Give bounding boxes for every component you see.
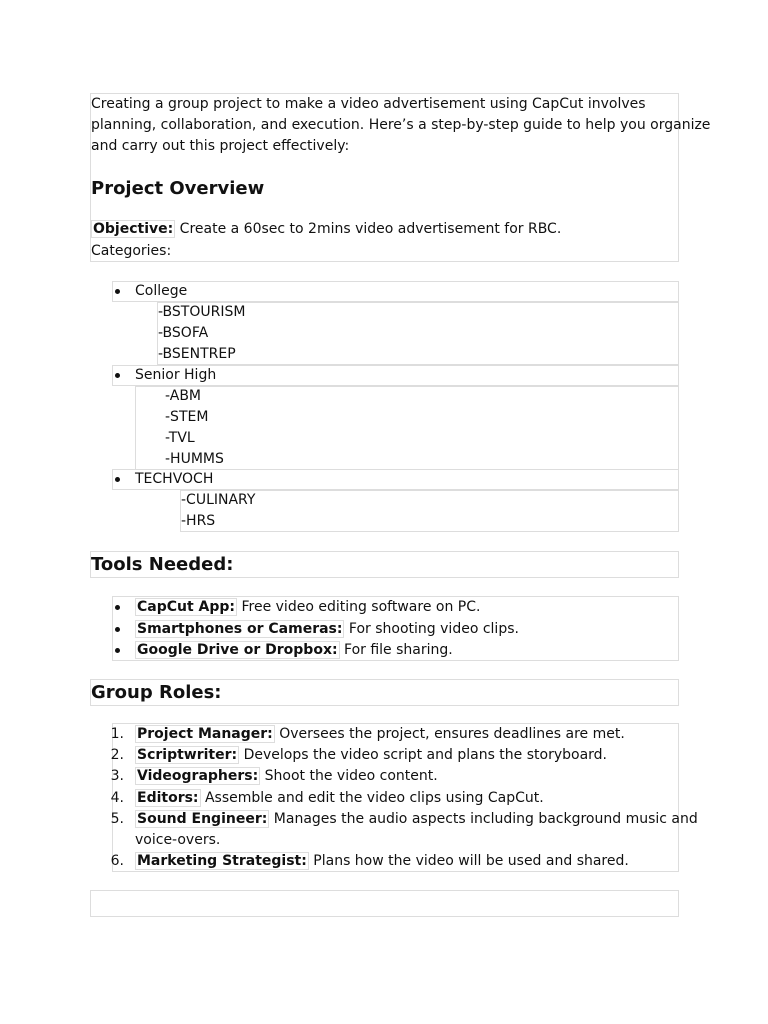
tool-item (135, 597, 480, 618)
sub-item: -BSTOURISM (158, 304, 246, 320)
role-label: Editors: (137, 790, 199, 806)
sub-item: -CULINARY (181, 492, 256, 508)
categories-label: Categories: (91, 243, 172, 259)
bullet-icon (115, 648, 120, 653)
intro-line-2: planning, collaboration, and execution. Here’s a step-by-step guide to help you organize (91, 117, 711, 133)
tool-text: Free video editing software on PC. (237, 599, 481, 615)
category-techvoch: TECHVOCH (135, 471, 214, 487)
intro-line-3: and carry out this project effectively: (91, 138, 350, 154)
role-text: Shoot the video content. (260, 768, 438, 784)
objective-line (91, 219, 561, 240)
bullet-icon (115, 627, 120, 632)
role-text: Oversees the project, ensures deadlines are met. (274, 726, 625, 742)
role-item (135, 745, 607, 766)
sub-item: -BSENTREP (158, 346, 236, 362)
role-text: Manages the audio aspects including background music and (269, 811, 698, 827)
role-text: Develops the video script and plans the storyboard. (239, 747, 608, 763)
role-label: Scriptwriter: (137, 747, 238, 763)
empty-block (90, 890, 679, 917)
tool-text: For shooting video clips. (344, 621, 519, 637)
role-item (135, 851, 629, 872)
sub-item: -ABM (165, 388, 202, 404)
project-overview-heading: Project Overview (91, 178, 265, 199)
role-number: 1. (110, 726, 124, 742)
roles-heading: Group Roles: (91, 682, 222, 703)
tool-label: Google Drive or Dropbox: (137, 642, 338, 658)
category-college: College (135, 283, 188, 299)
sub-item: -BSOFA (158, 325, 209, 341)
role-item (135, 766, 438, 787)
sub-item: -HRS (181, 513, 216, 529)
role-number: 6. (110, 853, 124, 869)
role-item (135, 809, 698, 830)
objective-text: Create a 60sec to 2mins video advertisement for RBC. (175, 221, 562, 237)
objective-label: Objective: (93, 221, 174, 237)
category-college-row (112, 281, 679, 302)
tool-item (135, 640, 453, 661)
tools-heading: Tools Needed: (91, 554, 234, 575)
sub-item: -HUMMS (165, 451, 224, 467)
role-text-continuation: voice-overs. (135, 832, 221, 848)
role-label: Marketing Strategist: (137, 853, 307, 869)
role-number: 4. (110, 790, 124, 806)
bullet-icon (115, 289, 120, 294)
role-label: Sound Engineer: (137, 811, 268, 827)
role-item (135, 788, 544, 809)
bullet-icon (115, 373, 120, 378)
bullet-icon (115, 605, 120, 610)
role-number: 3. (110, 768, 124, 784)
role-item (135, 724, 625, 745)
sub-item: -TVL (165, 430, 195, 446)
sub-item: -STEM (165, 409, 209, 425)
role-number: 5. (110, 811, 124, 827)
role-text: Assemble and edit the video clips using CapCut. (200, 790, 544, 806)
tool-label: Smartphones or Cameras: (137, 621, 343, 637)
role-number: 2. (110, 747, 124, 763)
tool-label: CapCut App: (137, 599, 236, 615)
role-text: Plans how the video will be used and shared. (308, 853, 629, 869)
bullet-icon (115, 477, 120, 482)
role-label: Videographers: (137, 768, 259, 784)
tool-text: For file sharing. (339, 642, 453, 658)
tool-item (135, 619, 519, 640)
category-senior-high: Senior High (135, 367, 217, 383)
role-label: Project Manager: (137, 726, 273, 742)
intro-line-1: Creating a group project to make a video advertisement using CapCut involves (91, 96, 646, 112)
